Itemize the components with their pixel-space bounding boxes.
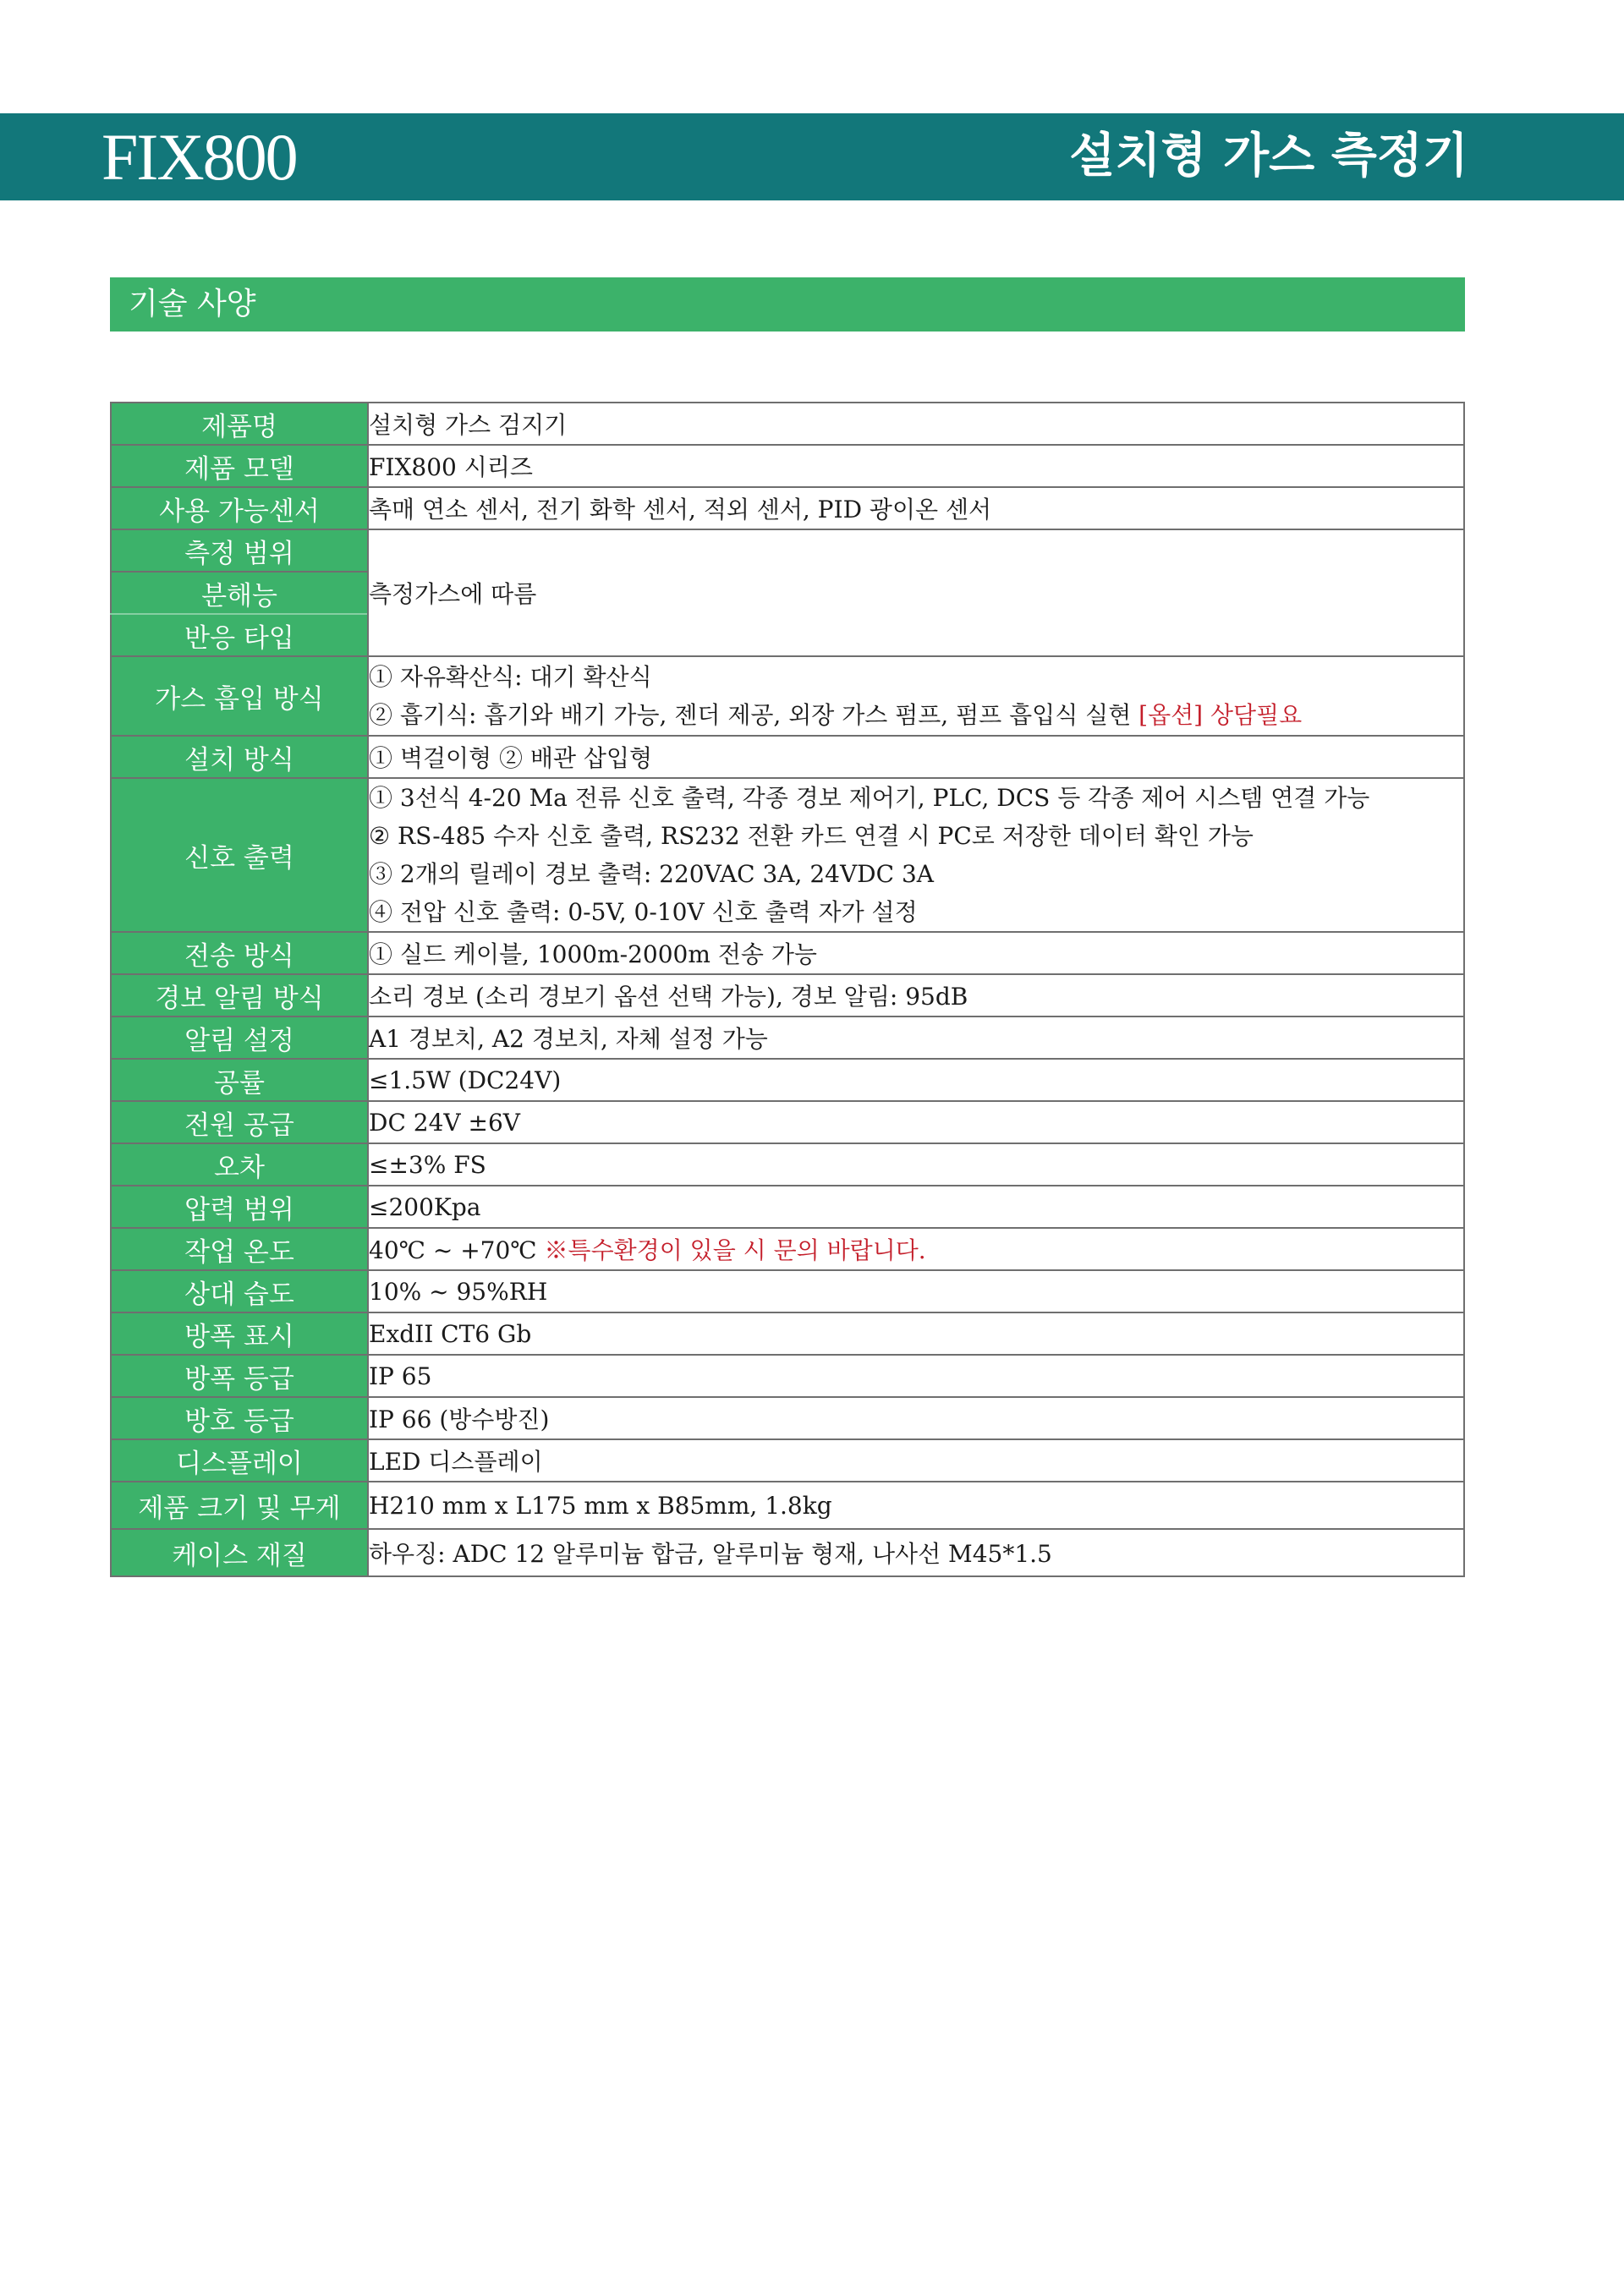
spec-label: 방폭 등급 bbox=[111, 1355, 368, 1397]
spec-table bbox=[110, 402, 1465, 1577]
table-row bbox=[111, 1312, 1464, 1355]
spec-label: 제품명 bbox=[111, 403, 368, 445]
table-row bbox=[111, 445, 1464, 487]
spec-value bbox=[368, 1228, 1464, 1270]
spec-label: 방폭 표시 bbox=[111, 1312, 368, 1355]
spec-value: A1 경보치, A2 경보치, 자체 설정 가능 bbox=[368, 1016, 1464, 1059]
spec-label: 상대 습도 bbox=[111, 1270, 368, 1312]
spec-value: IP 66 (방수방진) bbox=[368, 1397, 1464, 1439]
spec-value: 하우징: ADC 12 알루미늄 합금, 알루미늄 형재, 나사선 M45*1.5 bbox=[368, 1529, 1464, 1576]
spec-value: 설치형 가스 검지기 bbox=[368, 403, 1464, 445]
spec-value: ≤±3% FS bbox=[368, 1143, 1464, 1186]
spec-label: 알림 설정 bbox=[111, 1016, 368, 1059]
spec-line: ③ 2개의 릴레이 경보 출력: 220VAC 3A, 24VDC 3A bbox=[369, 860, 934, 888]
spec-value: ≤1.5W (DC24V) bbox=[368, 1059, 1464, 1101]
table-row bbox=[111, 403, 1464, 445]
spec-label: 분해능 bbox=[111, 572, 368, 614]
spec-label: 가스 흡입 방식 bbox=[111, 656, 368, 736]
spec-value: H210 mm x L175 mm x B85mm, 1.8kg bbox=[368, 1482, 1464, 1529]
spec-value-text: 40℃ ~ +70℃ bbox=[369, 1236, 537, 1264]
spec-label: 경보 알림 방식 bbox=[111, 974, 368, 1016]
table-row bbox=[111, 778, 1464, 932]
table-row bbox=[111, 1016, 1464, 1059]
spec-label: 공률 bbox=[111, 1059, 368, 1101]
spec-label: 디스플레이 bbox=[111, 1439, 368, 1482]
spec-label: 전송 방식 bbox=[111, 932, 368, 974]
spec-line: ② RS-485 수자 신호 출력, RS232 전환 카드 연결 시 PC로 저장한 데이터 확인 가능 bbox=[369, 822, 1254, 850]
spec-label: 제품 크기 및 무게 bbox=[111, 1482, 368, 1529]
table-row bbox=[111, 1355, 1464, 1397]
spec-value: 촉매 연소 센서, 전기 화학 센서, 적외 센서, PID 광이온 센서 bbox=[368, 487, 1464, 529]
spec-line: ① 자유확산식: 대기 확산식 bbox=[369, 663, 652, 691]
spec-line-text: ② 흡기식: 흡기와 배기 가능, 젠더 제공, 외장 가스 펌프, 펌프 흡입식 실현 bbox=[369, 701, 1132, 729]
table-row bbox=[111, 932, 1464, 974]
spec-value: 측정가스에 따름 bbox=[368, 529, 1464, 656]
spec-label: 케이스 재질 bbox=[111, 1529, 368, 1576]
special-environment-note: ※특수환경이 있을 시 문의 바랍니다. bbox=[544, 1236, 926, 1264]
spec-label: 오차 bbox=[111, 1143, 368, 1186]
spec-value: LED 디스플레이 bbox=[368, 1439, 1464, 1482]
spec-label: 압력 범위 bbox=[111, 1186, 368, 1228]
spec-line: ① 3선식 4-20 Ma 전류 신호 출력, 각종 경보 제어기, PLC, DCS 등 각종 제어 시스템 연결 가능 bbox=[369, 784, 1370, 812]
table-row bbox=[111, 1143, 1464, 1186]
table-row bbox=[111, 1059, 1464, 1101]
spec-label: 작업 온도 bbox=[111, 1228, 368, 1270]
spec-value bbox=[368, 656, 1464, 736]
table-row bbox=[111, 1439, 1464, 1482]
spec-label: 신호 출력 bbox=[111, 778, 368, 932]
spec-line: ④ 전압 신호 출력: 0-5V, 0-10V 신호 출력 자가 설정 bbox=[369, 898, 918, 926]
table-row bbox=[111, 1397, 1464, 1439]
section-header bbox=[110, 277, 1465, 332]
header-banner bbox=[0, 113, 1624, 200]
spec-label: 제품 모델 bbox=[111, 445, 368, 487]
table-row bbox=[111, 736, 1464, 778]
table-row bbox=[111, 1482, 1464, 1529]
spec-value: ① 벽걸이형 ② 배관 삽입형 bbox=[368, 736, 1464, 778]
spec-value: ≤200Kpa bbox=[368, 1186, 1464, 1228]
spec-label: 측정 범위 bbox=[111, 529, 368, 572]
table-row bbox=[111, 1270, 1464, 1312]
table-row bbox=[111, 974, 1464, 1016]
spec-value: IP 65 bbox=[368, 1355, 1464, 1397]
table-row bbox=[111, 1228, 1464, 1270]
spec-label: 사용 가능센서 bbox=[111, 487, 368, 529]
table-row bbox=[111, 487, 1464, 529]
option-note: [옵션] 상담필요 bbox=[1138, 701, 1303, 729]
section-title: 기술 사양 bbox=[129, 287, 256, 321]
table-row bbox=[111, 656, 1464, 736]
spec-value: 소리 경보 (소리 경보기 옵션 선택 가능), 경보 알림: 95dB bbox=[368, 974, 1464, 1016]
spec-label: 전원 공급 bbox=[111, 1101, 368, 1143]
table-row bbox=[111, 1529, 1464, 1576]
table-row bbox=[111, 1186, 1464, 1228]
table-row bbox=[111, 1101, 1464, 1143]
spec-value: 10% ~ 95%RH bbox=[368, 1270, 1464, 1312]
spec-label: 설치 방식 bbox=[111, 736, 368, 778]
table-row bbox=[111, 529, 1464, 572]
product-model-title: FIX800 bbox=[102, 120, 297, 194]
spec-value: ① 실드 케이블, 1000m-2000m 전송 가능 bbox=[368, 932, 1464, 974]
spec-value: FIX800 시리즈 bbox=[368, 445, 1464, 487]
spec-label: 방호 등급 bbox=[111, 1397, 368, 1439]
spec-value: ExdII CT6 Gb bbox=[368, 1312, 1464, 1355]
spec-line bbox=[369, 696, 1463, 734]
spec-value: DC 24V ±6V bbox=[368, 1101, 1464, 1143]
product-subtitle: 설치형 가스 측정기 bbox=[1069, 129, 1468, 184]
spec-label: 반응 타입 bbox=[111, 614, 368, 656]
spec-value bbox=[368, 778, 1464, 932]
